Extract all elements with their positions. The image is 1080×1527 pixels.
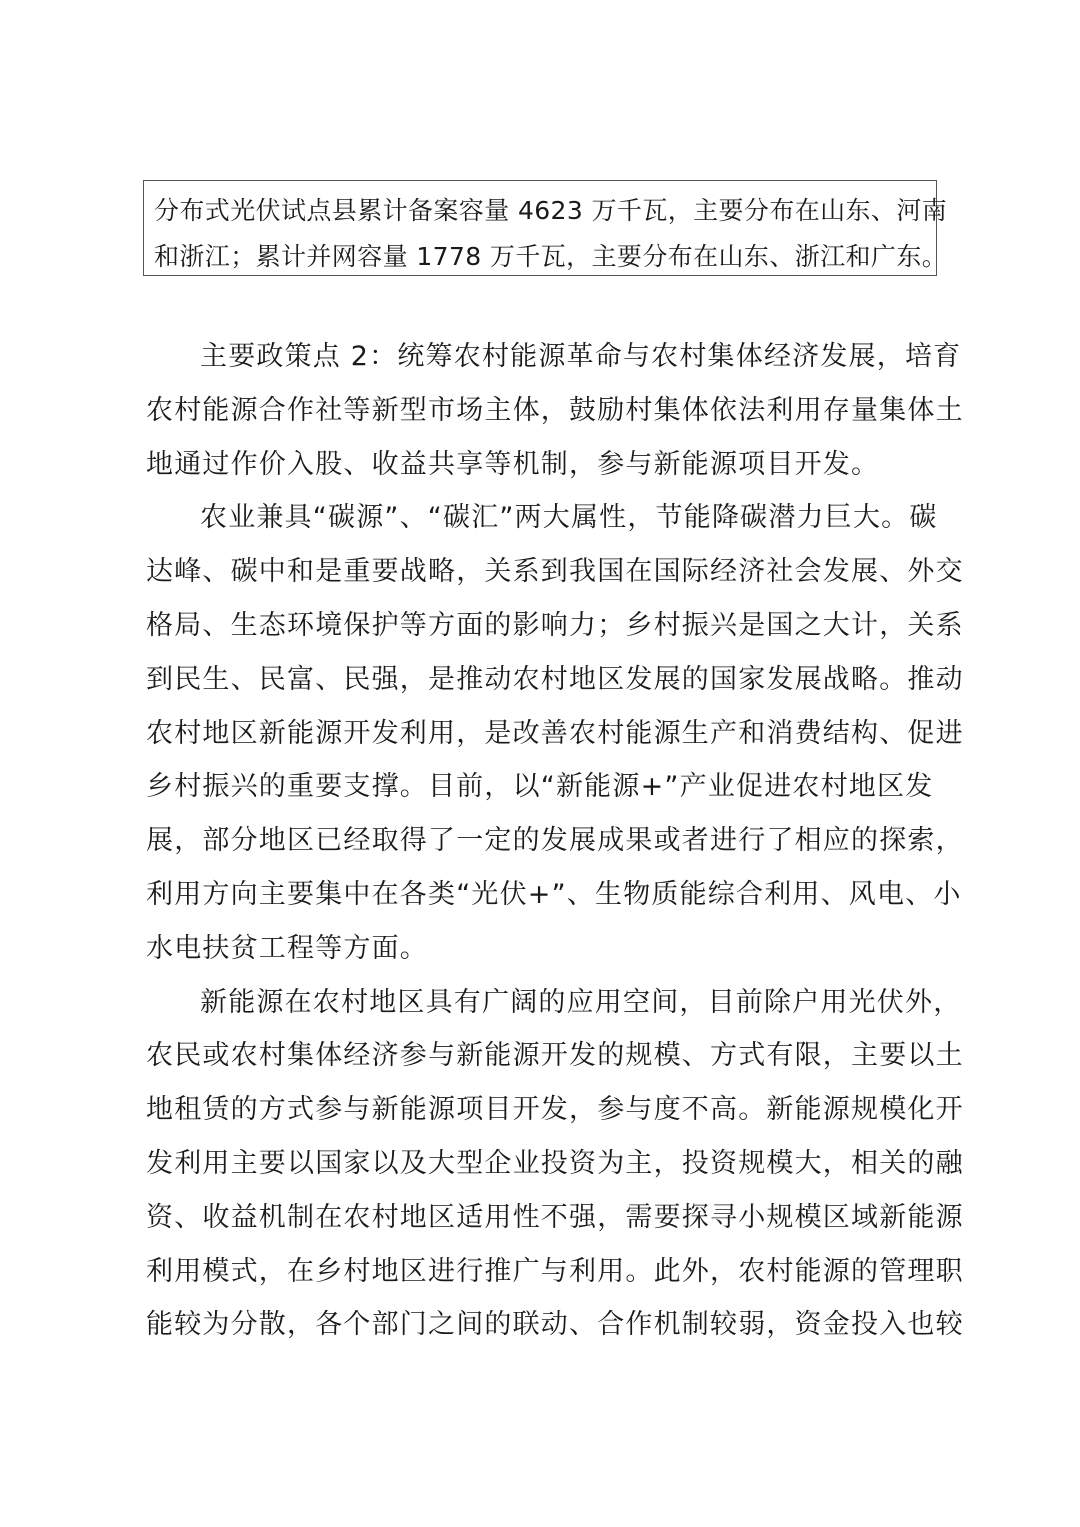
paragraph-line: 水电扶贫工程等方面。 bbox=[146, 932, 428, 964]
paragraph-line: 到民生、民富、民强，是推动农村地区发展的国家发展战略。推动 bbox=[146, 663, 964, 695]
paragraph-policy-point-2 bbox=[146, 330, 964, 491]
paragraph-agriculture-carbon bbox=[146, 491, 964, 975]
paragraph-line: 利用方向主要集中在各类“光伏+”、生物质能综合利用、风电、小 bbox=[146, 878, 962, 910]
paragraph-line: 农村能源合作社等新型市场主体，鼓励村集体依法利用存量集体土 bbox=[146, 394, 964, 426]
paragraph-line: 农民或农村集体经济参与新能源开发的规模、方式有限，主要以土 bbox=[146, 1040, 964, 1072]
boxed-note bbox=[143, 180, 948, 276]
paragraph-line: 农业兼具“碳源”、“碳汇”两大属性，节能降碳潜力巨大。碳 bbox=[200, 502, 938, 534]
boxed-note-line: 分布式光伏试点县累计备案容量 4623 万千瓦，主要分布在山东、河南 bbox=[154, 196, 948, 225]
paragraph-line: 乡村振兴的重要支撑。目前，以“新能源+”产业促进农村地区发 bbox=[146, 771, 934, 803]
paragraph-rural-new-energy bbox=[146, 976, 964, 1353]
paragraph-line: 能较为分散，各个部门之间的联动、合作机制较弱，资金投入也较 bbox=[146, 1309, 964, 1341]
paragraph-line: 利用模式，在乡村地区进行推广与利用。此外，农村能源的管理职 bbox=[146, 1255, 964, 1287]
body-text bbox=[146, 330, 964, 1352]
paragraph-line: 格局、生态环境保护等方面的影响力；乡村振兴是国之大计，关系 bbox=[146, 609, 964, 641]
paragraph-line: 达峰、碳中和是重要战略，关系到我国在国际经济社会发展、外交 bbox=[146, 556, 964, 588]
paragraph-line: 新能源在农村地区具有广阔的应用空间，目前除户用光伏外， bbox=[200, 986, 962, 1018]
paragraph-line: 发利用主要以国家以及大型企业投资为主，投资规模大，相关的融 bbox=[146, 1147, 964, 1179]
paragraph-line: 资、收益机制在农村地区适用性不强，需要探寻小规模区域新能源 bbox=[146, 1201, 964, 1233]
paragraph-line: 农村地区新能源开发利用，是改善农村能源生产和消费结构、促进 bbox=[146, 717, 964, 749]
paragraph-line: 主要政策点 2：统筹农村能源革命与农村集体经济发展，培育 bbox=[200, 341, 962, 372]
paragraph-line: 地租赁的方式参与新能源项目开发，参与度不高。新能源规模化开 bbox=[146, 1094, 964, 1126]
boxed-note-line: 和浙江；累计并网容量 1778 万千瓦，主要分布在山东、浙江和广东。 bbox=[154, 242, 948, 271]
paragraph-line: 地通过作价入股、收益共享等机制，参与新能源项目开发。 bbox=[146, 448, 880, 480]
paragraph-line: 展，部分地区已经取得了一定的发展成果或者进行了相应的探索， bbox=[146, 825, 964, 857]
